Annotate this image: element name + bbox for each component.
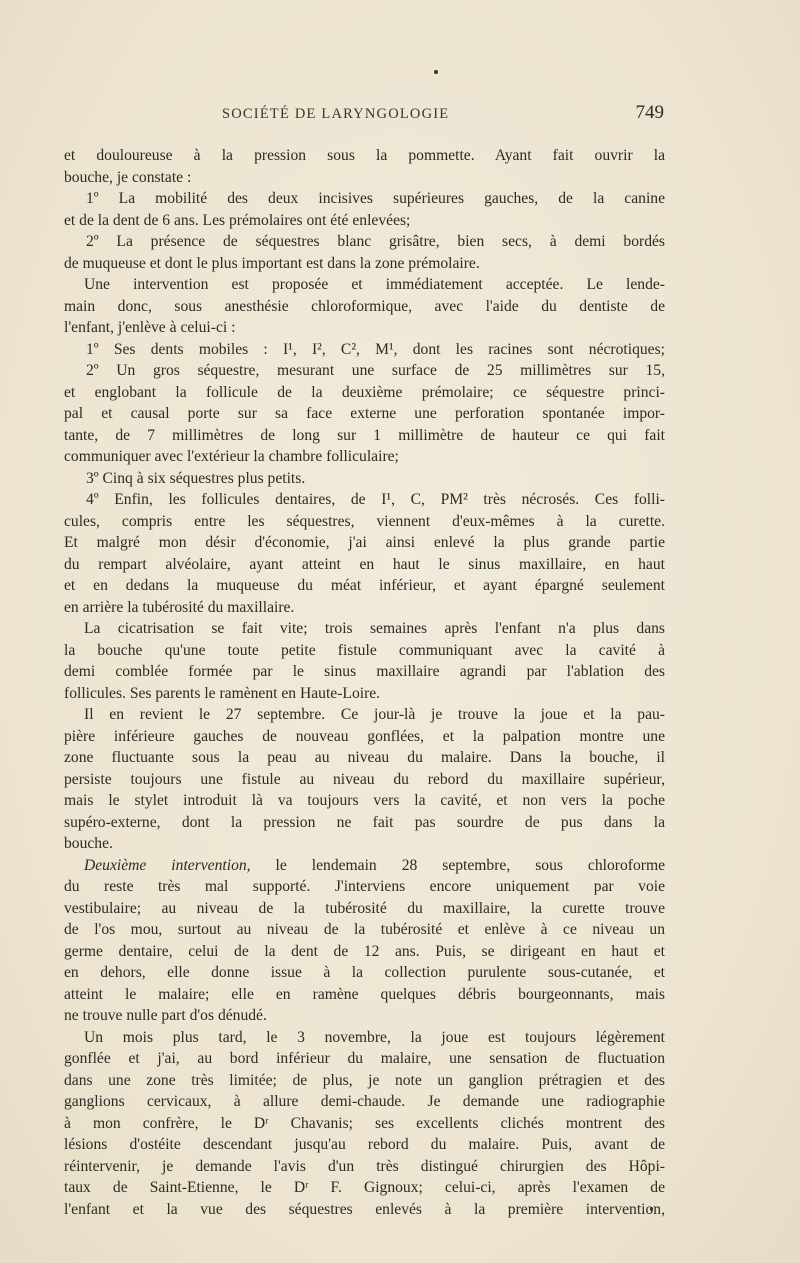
body-text (64, 145, 665, 1220)
text-line: 1º La mobilité des deux incisives supérieures gauches, de la canine (86, 190, 665, 207)
running-header (64, 104, 664, 130)
text-line: pière inférieure gauches de nouveau gonflées, et la palpation montre une (64, 727, 665, 745)
text-line: Une intervention est proposée et immédiatement acceptée. Le lende- (84, 276, 665, 293)
text-line: en dehors, elle donne issue à la collection purulente sous-cutanée, et (64, 964, 665, 981)
text-line: gonflée et j'ai, au bord inférieur du malaire, une sensation de fluctuation (64, 1050, 665, 1067)
text-line: 2º La présence de séquestres blanc grisâtre, bien secs, à demi bordés (86, 233, 665, 250)
text-line: à mon confrère, le Dʳ Chavanis; ses excellents clichés montrent des (64, 1114, 665, 1132)
text-line: et douloureuse à la pression sous la pommette. Ayant fait ouvrir la (64, 147, 665, 164)
text-line: Et malgré mon désir d'économie, j'ai ainsi enlevé la plus grande partie (64, 534, 665, 551)
text-line: dans une zone très limitée; de plus, je note un ganglion prétragien et des (64, 1071, 665, 1089)
text-line: bouche, je constate : (64, 168, 192, 186)
text-line: communiquer avec l'extérieur la chambre folliculaire; (64, 448, 399, 465)
text-line (64, 855, 665, 877)
text-line: du reste très mal supporté. J'interviens encore uniquement par voie (64, 878, 665, 895)
text-line: follicules. Ses parents le ramènent en Haute-Loire. (64, 684, 381, 702)
text-line: en arrière la tubérosité du maxillaire. (64, 598, 295, 616)
text-line: et englobant la follicule de la deuxième prémolaire; ce séquestre princi- (64, 383, 665, 401)
text-line: pal et causal porte sur sa face externe une perforation spontanée impor- (64, 405, 665, 422)
text-line: et de la dent de 6 ans. Les prémolaires ont été enlevées; (64, 211, 411, 229)
running-title: SOCIÉTÉ DE LARYNGOLOGIE (222, 106, 450, 122)
text-line: lésions d'ostéite descendant jusqu'au rebord du malaire. Puis, avant de (64, 1136, 665, 1153)
text-line: vestibulaire; au niveau de la tubérosité du maxillaire, la curette trouve (64, 899, 665, 917)
text-line: bouche. (64, 835, 113, 852)
text-line: et en dedans la muqueuse du méat inférieur, et ayant épargné seulement (64, 577, 665, 594)
text-line: réintervenir, je demande l'avis d'un très distingué chirurgien des Hôpi- (64, 1157, 665, 1175)
text-line: Il en revient le 27 septembre. Ce jour-là je trouve la joue et la pau- (84, 706, 665, 723)
text-line: de l'os mou, surtout au niveau de la tubérosité et enlève à ce niveau un (64, 921, 665, 938)
text-line: germe dentaire, celui de la dent de 12 ans. Puis, se dirigeant en haut et (64, 942, 665, 960)
text-line: du rempart alvéolaire, ayant atteint en haut le sinus maxillaire, en haut (64, 555, 665, 573)
page-number: 749 (635, 102, 664, 123)
text-line: main donc, sous anesthésie chloroformique, avec l'aide du dentiste de (64, 297, 665, 315)
text-line: 1º Ses dents mobiles : I¹, I², C², M¹, dont les racines sont nécrotiques; (86, 340, 665, 358)
text-line: ganglions cervicaux, à allure demi-chaude. Je demande une radiographie (64, 1093, 665, 1110)
text-line: mais le stylet introduit là va toujours vers la cavité, et non vers la poche (64, 792, 665, 809)
text-line: taux de Saint-Etienne, le Dʳ F. Gignoux; celui-ci, après l'examen de (64, 1179, 665, 1196)
text-line: supéro-externe, dont la pression ne fait pas sourdre de pus dans la (64, 813, 665, 831)
text-line: cules, compris entre les séquestres, viennent d'eux-mêmes à la curette. (64, 512, 665, 530)
text-line: 3º Cinq à six séquestres plus petits. (86, 469, 306, 487)
text-line: La cicatrisation se fait vite; trois semaines après l'enfant n'a plus dans (84, 620, 665, 637)
text-line: atteint le malaire; elle en ramène quelques débris bourgeonnants, mais (64, 985, 665, 1003)
italic-lead: Deuxième intervention, (84, 856, 251, 874)
print-speck (434, 70, 438, 74)
text-line: 2º Un gros séquestre, mesurant une surface de 25 millimètres sur 15, (86, 362, 665, 379)
text-line: tante, de 7 millimètres de long sur 1 millimètre de hauteur ce qui fait (64, 426, 665, 444)
text-line: Un mois plus tard, le 3 novembre, la joue est toujours légèrement (84, 1028, 665, 1046)
text-line: zone fluctuante sous la peau au niveau du malaire. Dans la bouche, il (64, 749, 665, 766)
text-line: demi comblée formée par le sinus maxillaire agrandi par l'ablation des (64, 663, 665, 680)
text-line: la bouche qu'une toute petite fistule communiquant avec la cavité à (64, 641, 665, 659)
text-line-continuation: le lendemain 28 septembre, sous chloroforme (275, 856, 665, 874)
text-line: l'enfant, j'enlève à celui-ci : (64, 319, 236, 336)
text-line: l'enfant et la vue des séquestres enlevés à la première intervention, (64, 1200, 665, 1218)
text-line: ne trouve nulle part d'os dénudé. (64, 1007, 267, 1024)
text-line: de muqueuse et dont le plus important est dans la zone prémolaire. (64, 254, 480, 272)
text-line: persiste toujours une fistule au niveau du rebord du maxillaire supérieur, (64, 770, 665, 788)
text-line: 4º Enfin, les follicules dentaires, de I¹, C, PM² très nécrosés. Ces folli- (86, 491, 665, 508)
